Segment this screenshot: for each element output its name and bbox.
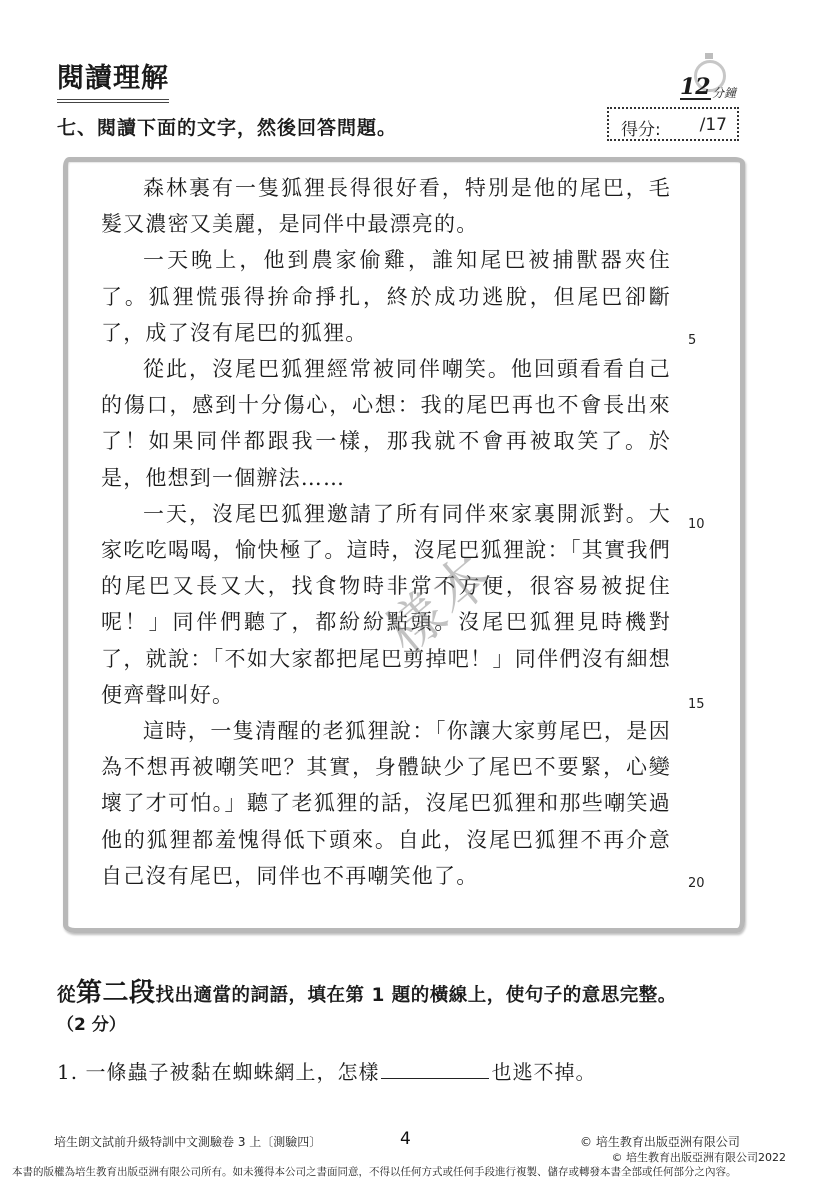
paragraph: 一天，沒尾巴狐狸邀請了所有同伴來家裏開派對。大家吃吃喝喝，愉快極了。這時，沒尾巴狐狸說：「其實我們的尾巴又長又大，找食物時非常不方便，很容易被捉住呢！」同伴們聽了，都紛紛點頭。沒尾巴狐狸見時機對了，就說：「不如大家都把尾巴剪掉吧！」同伴們沒有細想便齊聲叫好。 (101, 501, 671, 707)
footer-notice: 本書的版權為培生教育出版亞洲有限公司所有。如未獲得本公司之書面同意，不得以任何方式或任何手段進行複製、儲存或轉發本書全部或任何部分之內容。 (12, 1166, 737, 1178)
paragraph: 一天晚上，他到農家偷雞，誰知尾巴被捕獸器夾住了。狐狸慌張得拚命掙扎，終於成功逃脫，但尾巴卻斷了，成了沒有尾巴的狐狸。 (101, 248, 671, 345)
sample-watermark: 樣本 (374, 539, 508, 667)
q1-before: 一條蟲子被黏在蜘蛛網上，怎樣 (85, 1060, 380, 1084)
paragraph: 森林裏有一隻狐狸長得很好看，特別是他的尾巴，毛髮又濃密又美麗，是同伴中最漂亮的。 (101, 176, 671, 237)
page-number: 4 (400, 1129, 411, 1149)
score-label: 得分: (621, 120, 661, 140)
q1-number: 1. (57, 1060, 79, 1084)
heading-prefix: 從 (57, 985, 77, 1006)
timer-minutes: 12 (680, 74, 711, 100)
section-title: 閱讀理解 (57, 62, 169, 103)
line-number: 5 (688, 333, 697, 348)
timer-unit: 分鐘 (712, 86, 737, 100)
instruction: 七、閱讀下面的文字，然後回答問題。 (57, 117, 398, 139)
question-heading (57, 972, 677, 1009)
question-marks: （2 分） (57, 1015, 126, 1035)
line-number: 10 (688, 517, 705, 532)
footer-copyright: © 培生教育出版亞洲有限公司 (580, 1135, 740, 1149)
line-number: 15 (688, 697, 705, 712)
heading-suffix: 找出適當的詞語，填在第 1 題的橫線上，使句子的意思完整。 (155, 985, 677, 1006)
heading-emphasis: 第二段 (76, 978, 156, 1008)
footer-book-title: 培生朗文試前升級特訓中文測驗卷 3 上〔測驗四〕 (54, 1135, 322, 1149)
timer-badge (672, 72, 762, 104)
passage (101, 170, 671, 894)
q1-after: 也逃不掉。 (491, 1060, 597, 1084)
footer-copyright-year: © 培生教育出版亞洲有限公司2022 (611, 1151, 786, 1164)
score-box[interactable] (607, 107, 739, 141)
question-1 (57, 1056, 596, 1085)
stopwatch-knob (705, 53, 713, 59)
paragraph: 從此，沒尾巴狐狸經常被同伴嘲笑。他回頭看看自己的傷口，感到十分傷心，心想：我的尾巴再也不會長出來了！如果同伴都跟我一樣，那我就不會再被取笑了。於是，他想到一個辦法…… (101, 357, 671, 490)
score-total: /17 (699, 115, 727, 135)
paragraph: 這時，一隻清醒的老狐狸說：「你讓大家剪尾巴，是因為不想再被嘲笑吧？其實，身體缺少了尾巴不要緊，心變壞了才可怕。」聽了老狐狸的話，沒尾巴狐狸和那些嘲笑過他的狐狸都羞愧得低下頭來。自此，沒尾巴狐狸不再介意自己沒有尾巴，同伴也不再嘲笑他了。 (101, 719, 671, 888)
q1-answer-blank[interactable] (381, 1058, 489, 1079)
line-number: 20 (688, 876, 705, 891)
